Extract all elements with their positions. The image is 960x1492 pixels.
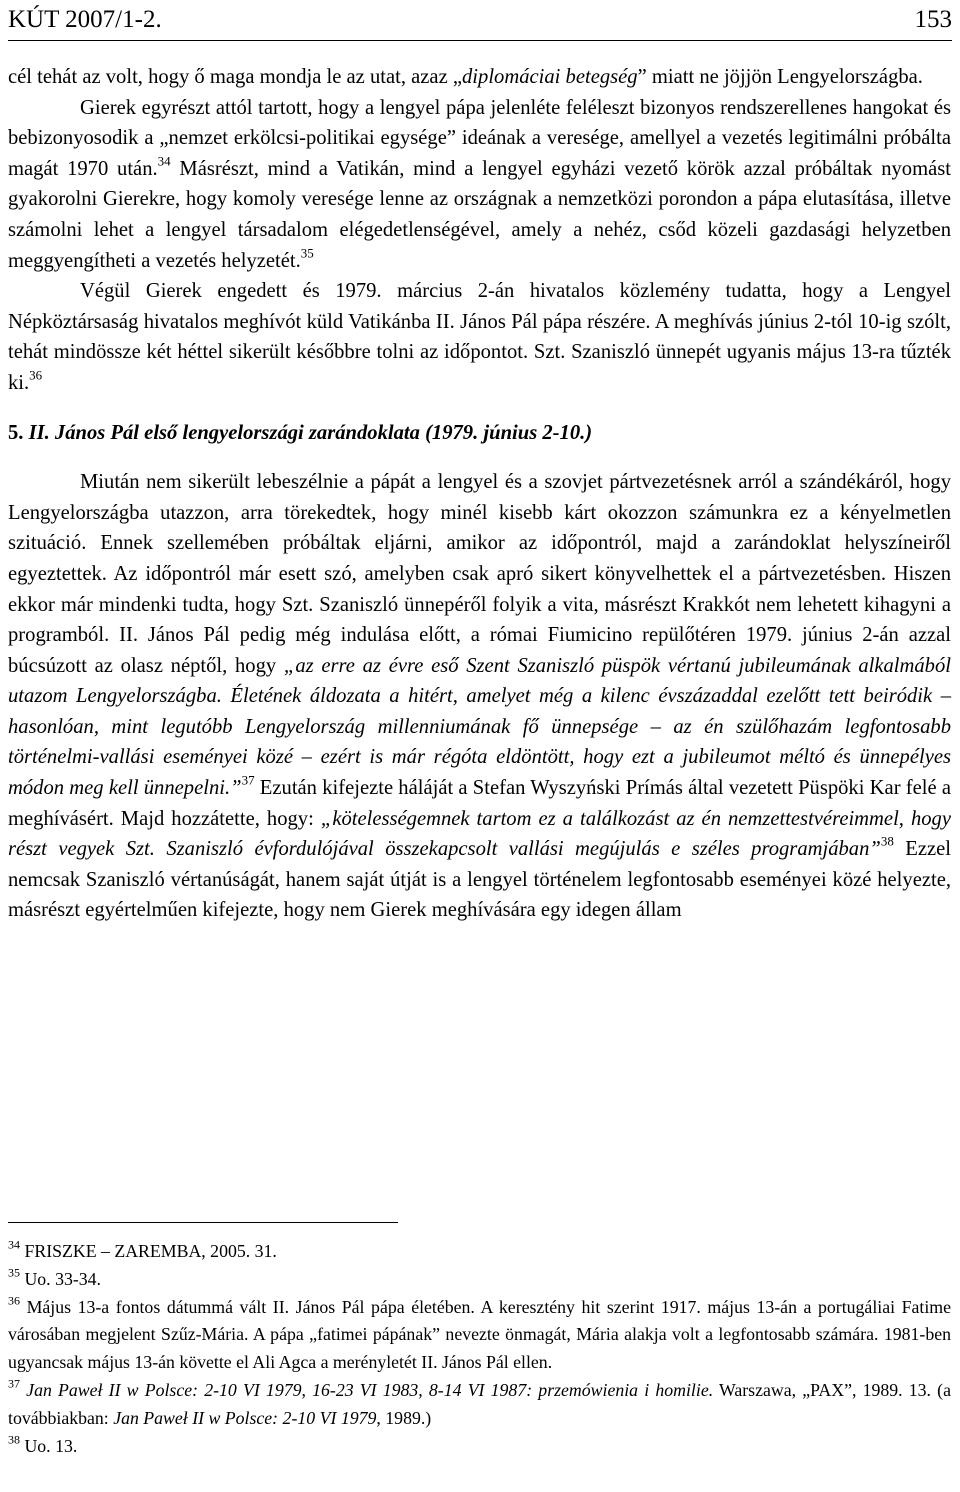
page-number: 153 <box>914 6 952 33</box>
footnote-ref-34[interactable]: 34 <box>157 153 171 169</box>
footnote-ref-36[interactable]: 36 <box>29 367 43 383</box>
footnote-34 <box>8 1238 951 1266</box>
text-span: ” miatt ne jöjjön Lengyelországba. <box>637 66 923 88</box>
footnote-number: 35 <box>8 1265 20 1280</box>
footnote-37 <box>8 1377 951 1433</box>
text-span: Miután nem sikerült lebeszélnie a pápát a lengyel és a szovjet pártvezetésnek arról a szándékáról, hogy Lengyelországba utazzon, arra törekedtek, hogy minél kisebb kárt okozzon számunkra ez a kényelmetlen szituáció. Ennek szellemében próbáltak eljárni, amikor az időpontról, majd a zarándoklat helyszíneiről egyeztettek. Az időpontról már esett szó, amelyben csak apró sikert könyvelhettek el a pártvezetésben. Hiszen ekkor már mindenki tudta, hogy Szt. Szaniszló ünnepéről folyik a vita, másrészt Krakkót nem lehetett kihagyni a programból. II. János Pál pedig még indulása előtt, a római Fiumicino repülőtéren 1979. június 2-án azzal búcsúzott az olasz néptől, hogy <box>8 471 951 677</box>
footnote-number: 34 <box>8 1237 20 1252</box>
footnote-35 <box>8 1266 951 1294</box>
footnote-text: Uo. 33-34. <box>20 1268 101 1289</box>
section-number: 5. <box>8 421 29 444</box>
footnote-text: , 1989.) <box>376 1407 432 1428</box>
italic-text: diplomáciai betegség <box>462 66 638 88</box>
main-text <box>8 62 951 926</box>
text-span: Ezzel nemcsak Szaniszló vértanúságát, hanem saját útját is a lengyel történelem legfontosabb eseményei közé helyezte, másrészt egyértelműen kifejezte, hogy nem Gierek meghívására egy idegen állam <box>8 838 952 922</box>
quote-italic: „az erre az évre eső Szent Szaniszló püspök vértanú jubileumának alkalmából utazom Lengyelországba. Életének áldozata a hitért, amelyet még a kilenc évszázaddal ezelőtt tett beiródik – hasonlóan, mint legutóbb Lengyelország millenniumának fő ünnepsége – az én szülőhazám legfontosabb történelmi-vallási eseményei közé – ezért is már régóta eldöntött, hogy ezt a jubileumot méltó és ünnepélyes módon meg kell ünnepelni.” <box>8 654 951 800</box>
footnote-italic: Jan Paweł II w Polsce: 2-10 VI 1979, 16-23 VI 1983, 8-14 VI 1987: przemówienia i homilie. <box>20 1379 714 1400</box>
footnote-text: Május 13-a fontos dátummá vált II. János Pál pápa életében. A keresztény hit szerint 1917. május 13-án a portugáliai Fatime városában megjelent Szűz-Mária. A pápa „fatimei pápának” nevezte önmagát, Mária alakja volt a legfontosabb számára. 1981-ben ugyancsak május 13-án követte el Ali Agca a merényletét II. János Pál ellen. <box>8 1296 951 1373</box>
footnote-text: FRISZKE – ZAREMBA, 2005. 31. <box>20 1241 277 1261</box>
footnote-number: 38 <box>8 1432 20 1447</box>
text-span: cél tehát az volt, hogy ő maga mondja le az utat, azaz „ <box>8 66 462 88</box>
footnote-italic: Jan Paweł II w Polsce: 2-10 VI 1979 <box>113 1407 377 1428</box>
paragraph-2 <box>8 93 951 277</box>
journal-issue: KÚT 2007/1-2. <box>8 6 162 33</box>
footnote-separator <box>8 1222 398 1223</box>
text-span: Végül Gierek engedett és 1979. március 2-án hivatalos közlemény tudatta, hogy a Lengyel Népköztársaság hivatalos meghívót küld Vatikánba II. János Pál pápa részére. A meghívás június 2-tól 10-ig szólt, tehát mindössze két héttel sikerült későbbre tolni az időpontot. Szt. Szaniszló ünnepét ugyanis május 13-ra tűzték ki. <box>8 280 951 394</box>
text-span: Ezután kifejezte háláját a Stefan Wyszyński Prímás által vezetett Püspöki Kar felé a meghívásért. Majd hozzátette, hogy: <box>8 777 951 830</box>
section-title: II. János Pál első lengyelországi zarándoklata (1979. június 2-10.) <box>28 421 593 444</box>
footnote-text: Warszawa, „PAX”, 1989. 13. (a továbbiakban: <box>8 1379 951 1428</box>
quote-italic: „kötelességemnek tartom ez a találkozást az én nemzettestvéreimmel, hogy részt vegyek Szt. Szaniszló évfordulójával összekapcsolt vallási megújulás e széles programjában” <box>8 807 951 861</box>
text-span: Másrészt, mind a Vatikán, mind a lengyel egyházi vezető körök azzal próbáltak nyomást gyakorolni Gierekre, hogy komoly veresége lenne az országnak a nemzetközi porondon a pápa elutasítása, illetve számolni lehet a lengyel társadalom elégedetlenségével, amely a nehéz, csőd közeli gazdasági helyzetben meggyengítheti a vezetés helyzetét. <box>8 157 951 272</box>
footnote-number: 37 <box>8 1376 20 1391</box>
section-spacer <box>8 399 951 418</box>
section-spacer <box>8 448 951 467</box>
section-heading <box>8 418 951 449</box>
footnote-ref-38[interactable]: 38 <box>880 833 894 849</box>
footnote-ref-37[interactable]: 37 <box>241 772 255 788</box>
running-header <box>8 4 952 41</box>
text-span: Gierek egyrészt attól tartott, hogy a lengyel pápa jelenléte feléleszt bizonyos rendszerellenes hangokat és bebizonyosodik a „nemzet erkölcsi-politikai egysége” ideának a veresége, amellyel a vezetés legitimálni próbálta magát 1970 után. <box>8 96 951 180</box>
paragraph-3 <box>8 276 951 398</box>
paragraph-1 <box>8 62 951 93</box>
paragraph-4 <box>8 467 951 926</box>
footnote-number: 36 <box>8 1293 20 1308</box>
footnote-text: Uo. 13. <box>20 1435 78 1456</box>
footnotes <box>8 1238 951 1460</box>
footnote-38 <box>8 1433 951 1461</box>
footnote-36 <box>8 1294 951 1377</box>
footnote-ref-35[interactable]: 35 <box>300 244 314 260</box>
